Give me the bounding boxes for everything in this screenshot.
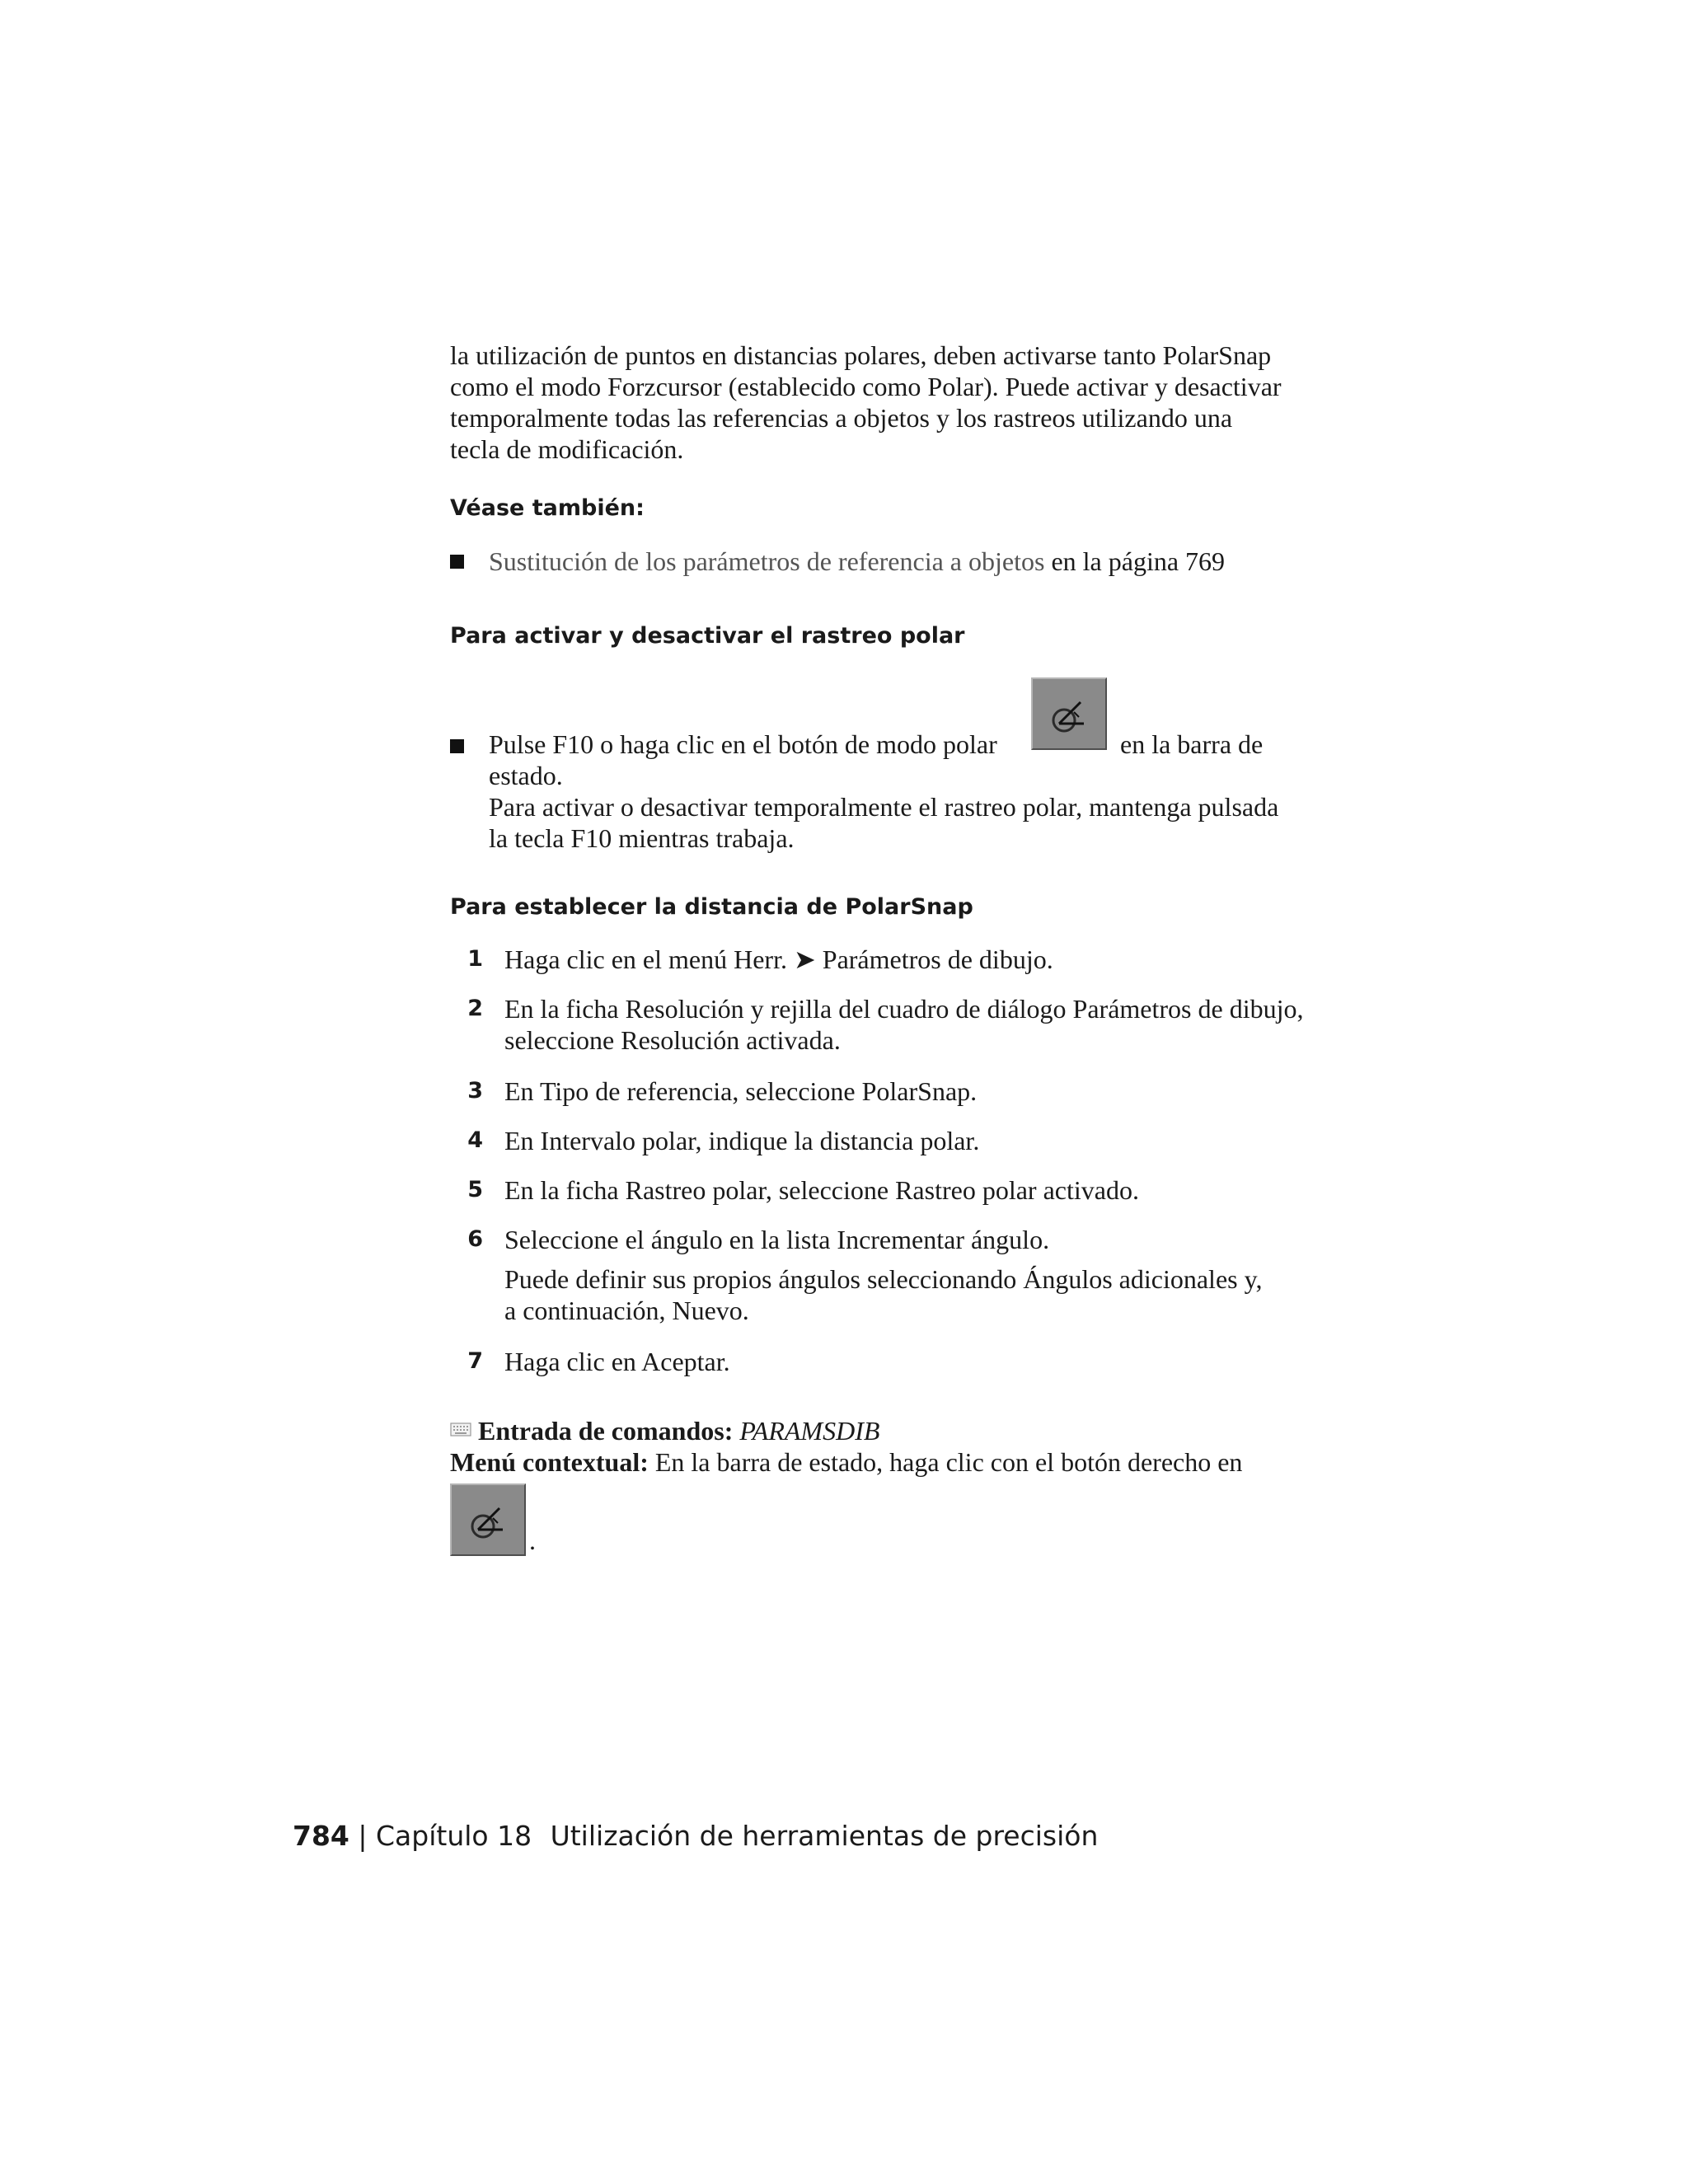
polar-tracking-glyph bbox=[1033, 679, 1105, 748]
polar-tracking-icon bbox=[450, 1483, 526, 1556]
intro-line: temporalmente todas las referencias a objetos y los rastreos utilizando una bbox=[450, 403, 1233, 433]
page-footer bbox=[293, 1820, 1098, 1852]
step-text: seleccione Resolución activada. bbox=[504, 1025, 841, 1055]
step-number: 5 bbox=[467, 1177, 483, 1202]
step-note: Puede definir sus propios ángulos seleccionando Ángulos adicionales y, bbox=[504, 1264, 1263, 1294]
step-number: 4 bbox=[467, 1127, 483, 1153]
step-number: 6 bbox=[467, 1226, 483, 1252]
step-text: En Intervalo polar, indique la distancia polar. bbox=[504, 1126, 980, 1155]
step-text: Haga clic en el menú Herr. ➤ Parámetros de dibujo. bbox=[504, 944, 1053, 974]
bullet-square-icon bbox=[450, 555, 464, 569]
page-number: 784 bbox=[293, 1820, 349, 1852]
chapter-label: Capítulo 18 bbox=[376, 1820, 532, 1852]
footer-separator: | bbox=[358, 1820, 368, 1852]
see-also-heading bbox=[450, 494, 1340, 523]
see-also-page-ref: en la página 769 bbox=[1051, 546, 1226, 576]
step-text: En la ficha Rastreo polar, seleccione Rastreo polar activado. bbox=[504, 1175, 1139, 1205]
bullet-square-icon bbox=[450, 739, 464, 753]
context-menu-period: . bbox=[529, 1526, 536, 1555]
polar-tracking-line1-before: Pulse F10 o haga clic en el botón de modo polar bbox=[489, 729, 997, 759]
context-menu bbox=[450, 1446, 1340, 1478]
keyboard-icon bbox=[450, 1422, 471, 1438]
polar-tracking-line3: Para activar o desactivar temporalmente el rastreo polar, mantenga pulsada bbox=[489, 792, 1279, 822]
intro-paragraph bbox=[450, 340, 1340, 465]
intro-line: tecla de modificación. bbox=[450, 434, 684, 464]
polar-tracking-glyph bbox=[452, 1485, 524, 1554]
step-number: 1 bbox=[467, 946, 483, 972]
step-number: 2 bbox=[467, 996, 483, 1021]
step-number: 7 bbox=[467, 1348, 483, 1374]
step-note: a continuación, Nuevo. bbox=[504, 1296, 749, 1325]
polar-tracking-heading bbox=[450, 622, 1340, 650]
command-entry-value: PARAMSDIB bbox=[739, 1416, 880, 1446]
intro-line: la utilización de puntos en distancias polares, deben activarse tanto PolarSnap bbox=[450, 340, 1272, 370]
command-entry bbox=[450, 1415, 1340, 1446]
chapter-title: Utilización de herramientas de precisión bbox=[550, 1820, 1099, 1852]
step-number: 3 bbox=[467, 1078, 483, 1104]
command-entry-label: Entrada de comandos: bbox=[478, 1416, 734, 1446]
see-also-link[interactable]: Sustitución de los parámetros de referencia a objetos bbox=[489, 546, 1045, 576]
polar-tracking-icon bbox=[1031, 677, 1107, 750]
polar-tracking-line1-after: en la barra de bbox=[1120, 729, 1264, 759]
see-also-heading-text: Véase también: bbox=[450, 495, 645, 521]
step-text: En la ficha Resolución y rejilla del cuadro de diálogo Parámetros de dibujo, bbox=[504, 994, 1304, 1024]
step-text: Haga clic en Aceptar. bbox=[504, 1347, 730, 1376]
context-menu-text: En la barra de estado, haga clic con el botón derecho en bbox=[654, 1447, 1243, 1477]
polar-tracking-line4: la tecla F10 mientras trabaja. bbox=[489, 823, 795, 853]
polar-tracking-line2: estado. bbox=[489, 761, 563, 790]
polarsnap-heading bbox=[450, 893, 1340, 921]
context-menu-icon-row bbox=[450, 1483, 1340, 1556]
intro-line: como el modo Forzcursor (establecido como Polar). Puede activar y desactivar bbox=[450, 372, 1282, 401]
step-text: En Tipo de referencia, seleccione PolarSnap. bbox=[504, 1076, 978, 1106]
polarsnap-heading-text: Para establecer la distancia de PolarSnap bbox=[450, 894, 973, 920]
context-menu-label: Menú contextual: bbox=[450, 1447, 649, 1477]
polar-tracking-heading-text: Para activar y desactivar el rastreo polar bbox=[450, 623, 965, 649]
step-text: Seleccione el ángulo en la lista Incrementar ángulo. bbox=[504, 1225, 1050, 1254]
